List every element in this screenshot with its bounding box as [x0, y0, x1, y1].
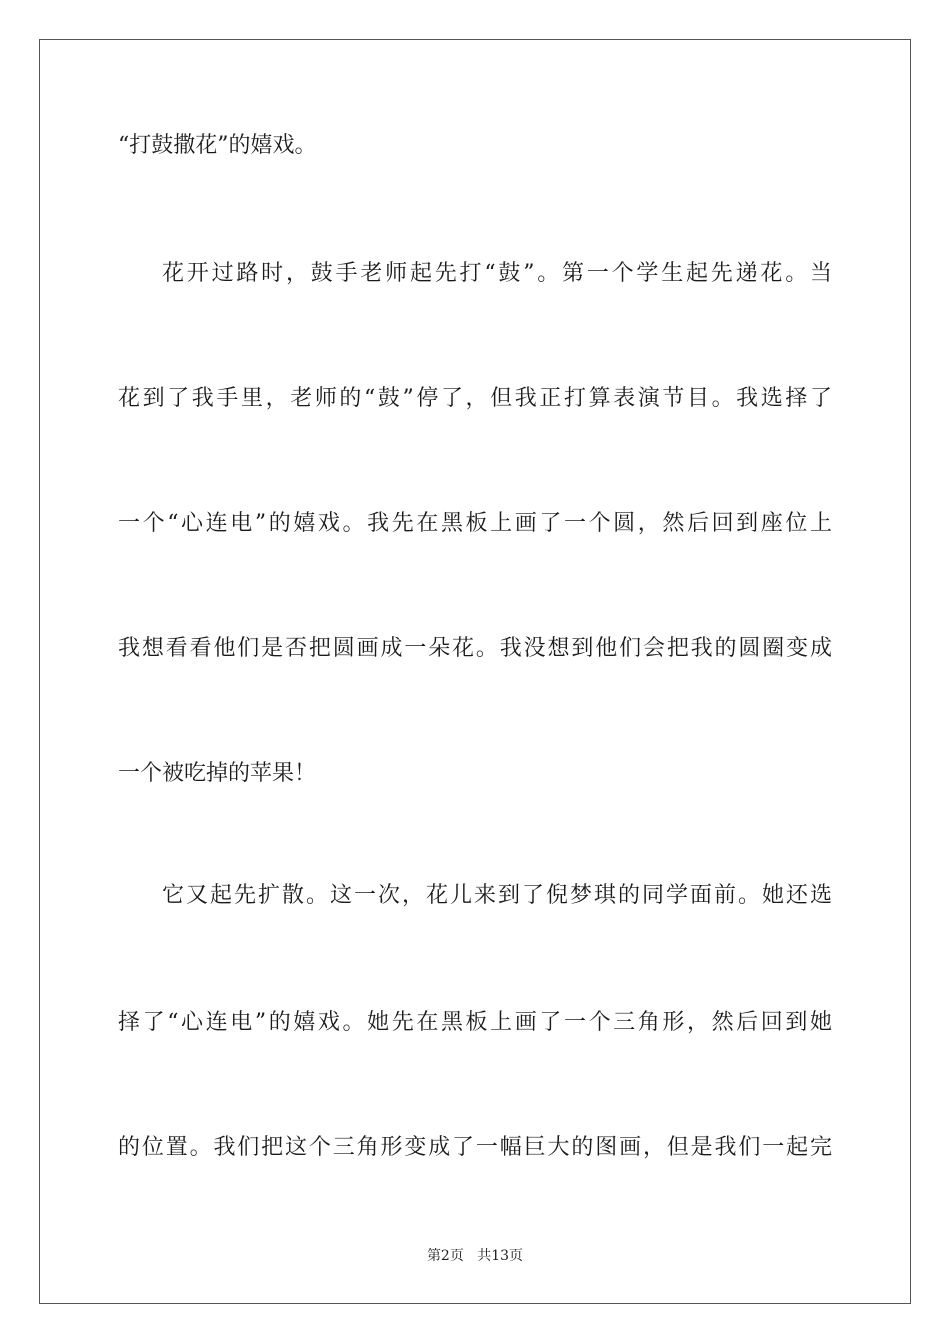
text-line-2: 花开过路时，鼓手老师起先打“鼓”。第一个学生起先递花。当	[162, 261, 832, 286]
text-line-3: 花到了我手里，老师的“鼓”停了，但我正打算表演节目。我选择了	[118, 386, 832, 411]
text-line-5: 我想看看他们是否把圆画成一朵花。我没想到他们会把我的圆圈变成	[118, 636, 832, 661]
text-line-7: 它又起先扩散。这一次，花儿来到了倪梦琪的同学面前。她还选	[162, 883, 832, 908]
text-line-1: “打鼓撒花”的嬉戏。	[118, 133, 317, 158]
page-border	[39, 39, 911, 1304]
page-footer	[0, 1247, 950, 1265]
text-line-6: 一个被吃掉的苹果！	[118, 761, 317, 786]
text-line-8: 择了“心连电”的嬉戏。她先在黑板上画了一个三角形，然后回到她	[118, 1010, 832, 1035]
page-total: 共13页	[477, 1248, 524, 1264]
page-number: 第2页	[426, 1248, 464, 1264]
text-line-4: 一个“心连电”的嬉戏。我先在黑板上画了一个圆，然后回到座位上	[118, 511, 832, 536]
text-line-9: 的位置。我们把这个三角形变成了一幅巨大的图画，但是我们一起完	[118, 1135, 832, 1160]
